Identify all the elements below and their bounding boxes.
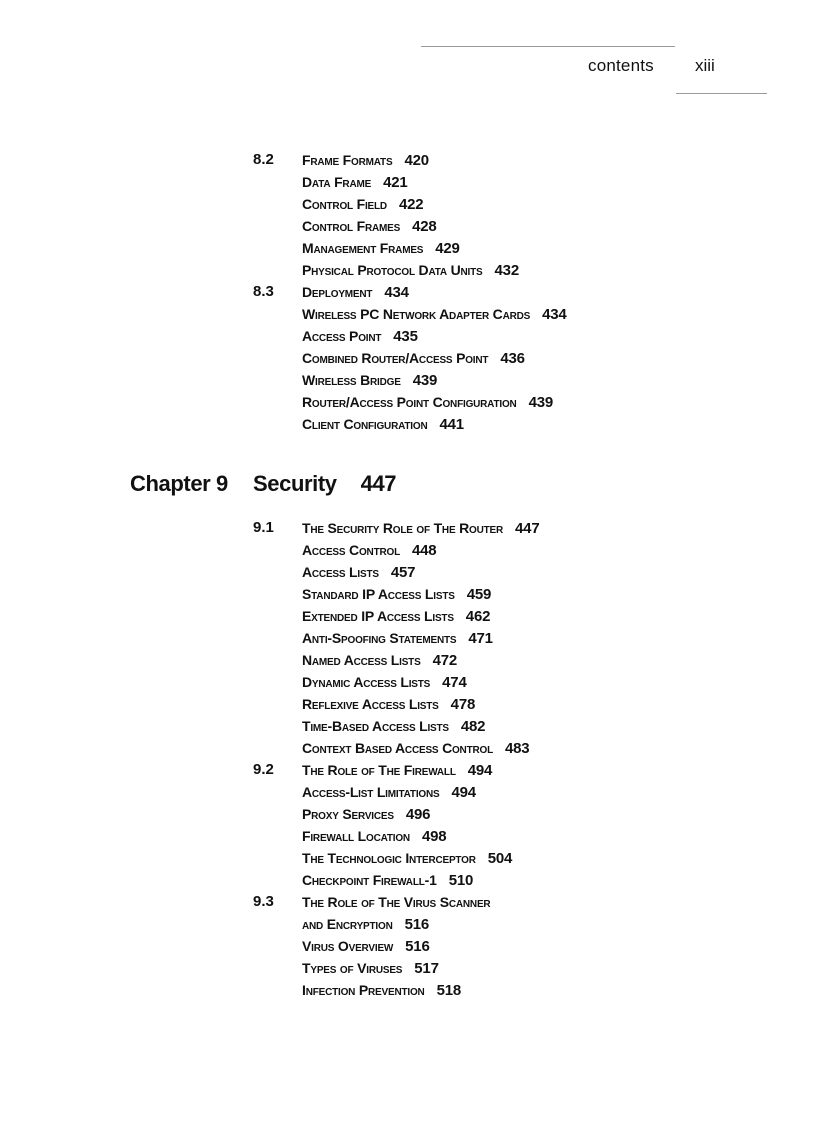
toc-title: The Security Role of The Router — [302, 520, 504, 536]
toc-page: 421 — [383, 174, 408, 191]
toc-title: Context Based Access Control — [302, 740, 494, 756]
toc-title: and Encryption — [302, 916, 393, 932]
toc-title: Dynamic Access Lists — [302, 674, 431, 690]
toc-title: Deployment — [302, 284, 373, 300]
toc-entry — [302, 607, 490, 626]
toc-page: 429 — [435, 240, 460, 257]
toc-entry — [302, 937, 430, 956]
toc-title: Physical Protocol Data Units — [302, 262, 483, 278]
toc-entry — [302, 783, 476, 802]
toc-page: 462 — [465, 608, 491, 625]
toc-page: 516 — [405, 938, 430, 955]
chapter-heading — [253, 471, 396, 497]
toc-entry — [302, 739, 529, 758]
section-number: 8.2 — [253, 151, 274, 168]
toc-entry — [302, 585, 491, 604]
header-rule-right — [676, 93, 767, 94]
toc-section-heading — [302, 151, 429, 170]
toc-page: 434 — [542, 306, 567, 323]
toc-page: 504 — [487, 850, 513, 867]
toc-title: Types of Viruses — [302, 960, 403, 976]
header-rule-top — [421, 46, 675, 47]
toc-entry — [302, 695, 475, 714]
page-folio: xiii — [695, 56, 715, 75]
toc-title: Named Access Lists — [302, 652, 421, 668]
toc-section-heading — [302, 283, 409, 302]
toc-entry — [302, 541, 436, 560]
toc-title: Access Control — [302, 542, 400, 558]
toc-entry — [302, 563, 415, 582]
toc-page: 483 — [505, 740, 530, 757]
toc-entry — [302, 651, 457, 670]
toc-entry — [302, 673, 467, 692]
toc-title: Wireless Bridge — [302, 372, 401, 388]
toc-title: Data Frame — [302, 174, 372, 190]
chapter-page: 447 — [360, 471, 397, 496]
toc-page: 516 — [404, 916, 430, 933]
running-head-title: contents — [588, 56, 654, 75]
toc-title: Proxy Services — [302, 806, 394, 822]
toc-entry — [302, 305, 567, 324]
toc-title: Control Field — [302, 196, 387, 212]
toc-title: The Role of The Firewall — [302, 762, 456, 778]
toc-entry — [302, 717, 485, 736]
toc-page: 428 — [412, 218, 437, 235]
toc-page: 439 — [412, 372, 438, 389]
toc-title: The Role of The Virus Scanner — [302, 894, 491, 910]
toc-page: 517 — [414, 960, 439, 977]
toc-title: Frame Formats — [302, 152, 393, 168]
toc-entry — [302, 261, 519, 280]
toc-page: 420 — [404, 152, 429, 169]
toc-entry — [302, 415, 464, 434]
toc-page: 435 — [393, 328, 418, 345]
toc-entry — [302, 349, 525, 368]
toc-entry — [302, 393, 553, 412]
toc-page: 474 — [442, 674, 467, 691]
toc-title: Anti-Spoofing Statements — [302, 630, 457, 646]
toc-page: 494 — [467, 762, 493, 779]
toc-entry — [302, 173, 408, 192]
toc-page: 471 — [468, 630, 493, 647]
toc-entry — [302, 981, 461, 1000]
toc-entry — [302, 195, 423, 214]
chapter-label: Chapter 9 — [130, 471, 228, 496]
toc-title: Wireless PC Network Adapter Cards — [302, 306, 531, 322]
toc-entry — [302, 915, 429, 934]
toc-page: 472 — [432, 652, 457, 669]
section-number: 9.1 — [253, 519, 274, 536]
toc-title: Firewall Location — [302, 828, 410, 844]
toc-page: 447 — [515, 520, 540, 537]
toc-page: 496 — [405, 806, 431, 823]
toc-title: Virus Overview — [302, 938, 394, 954]
toc-entry — [302, 217, 437, 236]
toc-section-heading — [302, 519, 539, 538]
toc-page: 518 — [436, 982, 462, 999]
toc-page: 457 — [390, 564, 416, 581]
toc-title: Combined Router/Access Point — [302, 350, 489, 366]
toc-page: 478 — [450, 696, 476, 713]
toc-title: Access-List Limitations — [302, 784, 440, 800]
toc-page: 498 — [421, 828, 447, 845]
toc-page: 436 — [500, 350, 525, 367]
toc-title: Standard IP Access Lists — [302, 586, 455, 602]
toc-page: 448 — [411, 542, 437, 559]
toc-entry — [302, 849, 512, 868]
toc-page: 459 — [466, 586, 492, 603]
toc-entry — [302, 827, 446, 846]
chapter-title: Security — [253, 471, 337, 496]
toc-entry — [302, 371, 437, 390]
toc-title: The Technologic Interceptor — [302, 850, 476, 866]
toc-title: Router/Access Point Configuration — [302, 394, 517, 410]
toc-title: Checkpoint Firewall-1 — [302, 872, 437, 888]
toc-page: 510 — [448, 872, 474, 889]
toc-title: Access Lists — [302, 564, 379, 580]
toc-page: 482 — [460, 718, 486, 735]
section-number: 8.3 — [253, 283, 274, 300]
toc-page: 432 — [494, 262, 519, 279]
section-number: 9.2 — [253, 761, 274, 778]
toc-page: 494 — [451, 784, 476, 801]
toc-title: Reflexive Access Lists — [302, 696, 439, 712]
toc-entry — [302, 805, 430, 824]
toc-page: 434 — [384, 284, 409, 301]
section-number: 9.3 — [253, 893, 274, 910]
toc-entry — [302, 871, 473, 890]
toc-page: 422 — [398, 196, 424, 213]
toc-title: Client Configuration — [302, 416, 428, 432]
toc-title: Management Frames — [302, 240, 424, 256]
toc-page: 441 — [439, 416, 464, 433]
toc-title: Control Frames — [302, 218, 401, 234]
toc-entry — [302, 327, 418, 346]
toc-section-heading — [302, 893, 490, 911]
toc-title: Time-Based Access Lists — [302, 718, 449, 734]
toc-title: Extended IP Access Lists — [302, 608, 454, 624]
toc-entry — [302, 959, 439, 978]
toc-entry — [302, 629, 493, 648]
toc-entry — [302, 239, 460, 258]
toc-title: Infection Prevention — [302, 982, 425, 998]
toc-section-heading — [302, 761, 492, 780]
toc-page: 439 — [528, 394, 553, 411]
toc-title: Access Point — [302, 328, 382, 344]
